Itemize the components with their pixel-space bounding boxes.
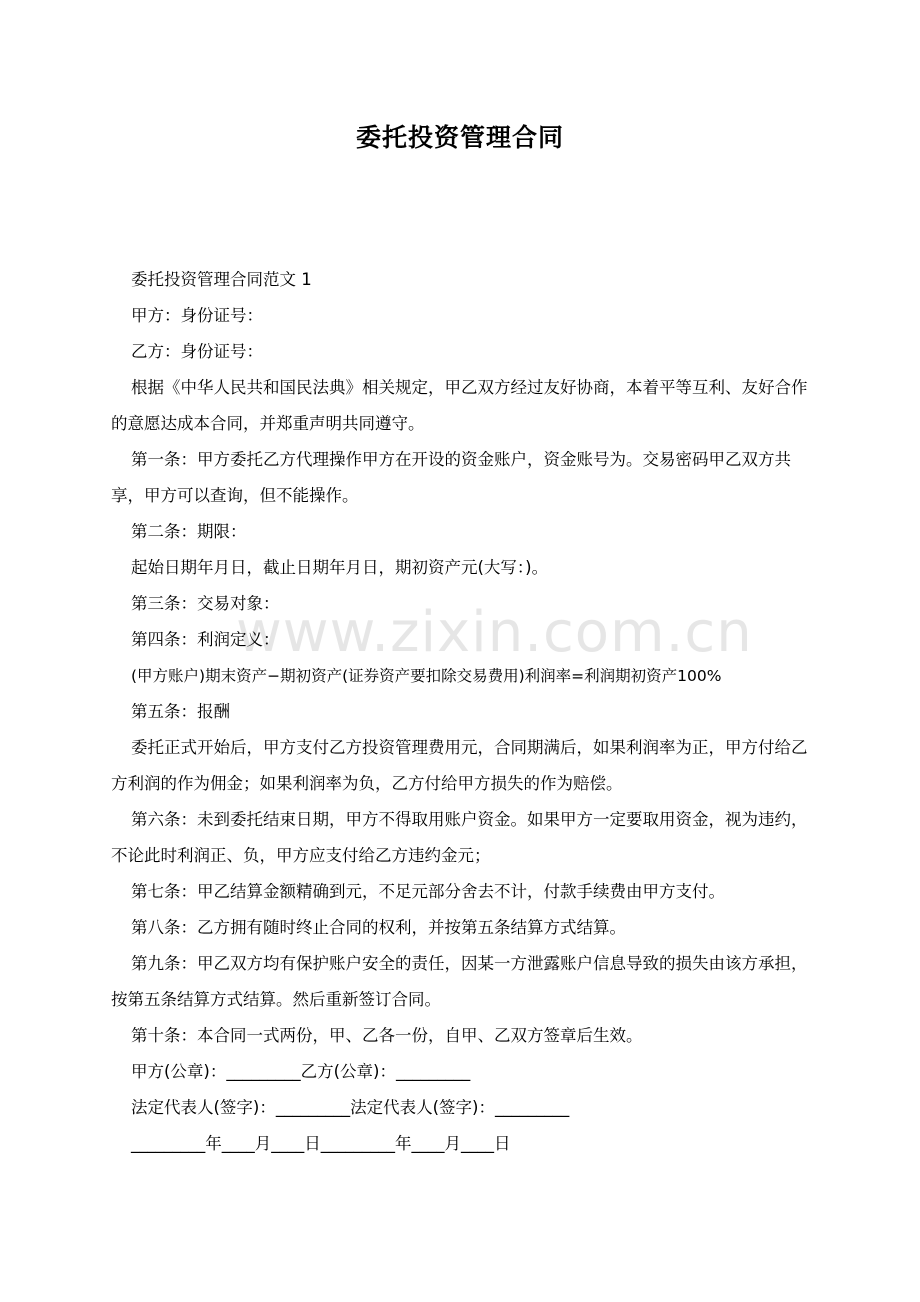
article-4-formula: (甲方账户)期末资产−期初资产(证券资产要扣除交易费用)利润率=利润期初资产100%	[131, 667, 722, 685]
article-5-body: 委托正式开始后，甲方支付乙方投资管理费用元，合同期满后，如果利润率为正，甲方付给乙方利润的作为佣金；如果利润率为负，乙方付给甲方损失的作为赔偿。	[111, 738, 808, 793]
watermark-text: www.zixin.com.cn	[236, 600, 753, 665]
article-7: 第七条：甲乙结算金额精确到元，不足元部分舍去不计，付款手续费由甲方支付。	[131, 882, 725, 901]
article-3: 第三条：交易对象：	[131, 594, 280, 613]
document-body	[111, 262, 811, 1162]
preamble-paragraph: 根据《中华人民共和国民法典》相关规定，甲乙双方经过友好协商，本着平等互利、友好合作的意愿达成本合同，并郑重声明共同遵守。	[111, 378, 808, 433]
party-b-line: 乙方：身份证号：	[131, 342, 263, 361]
document-title: 委托投资管理合同	[355, 123, 564, 152]
article-8: 第八条：乙方拥有随时终止合同的权利，并按第五条结算方式结算。	[131, 918, 626, 937]
date-line: _________年____月____日_________年____月____日	[131, 1134, 511, 1153]
article-10: 第十条：本合同一式两份，甲、乙各一份，自甲、乙双方签章后生效。	[131, 1026, 643, 1045]
party-a-line: 甲方：身份证号：	[131, 306, 263, 325]
article-1: 第一条：甲方委托乙方代理操作甲方在开设的资金账户，资金账号为。交易密码甲乙双方共享，甲方可以查询，但不能操作。	[111, 450, 791, 505]
article-6: 第六条：未到委托结束日期，甲方不得取用账户资金。如果甲方一定要取用资金，视为违约，不论此时利润正、负，甲方应支付给乙方违约金元；	[111, 810, 808, 865]
representative-signature-line: 法定代表人(签字)：_________法定代表人(签字)：_________	[131, 1098, 570, 1117]
article-5-heading: 第五条：报酬	[131, 702, 230, 721]
article-2-heading: 第二条：期限：	[131, 522, 247, 541]
article-4-heading: 第四条：利润定义：	[131, 630, 280, 649]
paragraph-heading: 委托投资管理合同范文 1	[131, 270, 312, 289]
seal-line: 甲方(公章)：_________乙方(公章)：_________	[131, 1062, 471, 1081]
article-2-term: 起始日期年月日，截止日期年月日，期初资产元(大写：)。	[131, 558, 549, 577]
article-9: 第九条：甲乙双方均有保护账户安全的责任，因某一方泄露账户信息导致的损失由该方承担，按第五条结算方式结算。然后重新签订合同。	[111, 954, 808, 1009]
